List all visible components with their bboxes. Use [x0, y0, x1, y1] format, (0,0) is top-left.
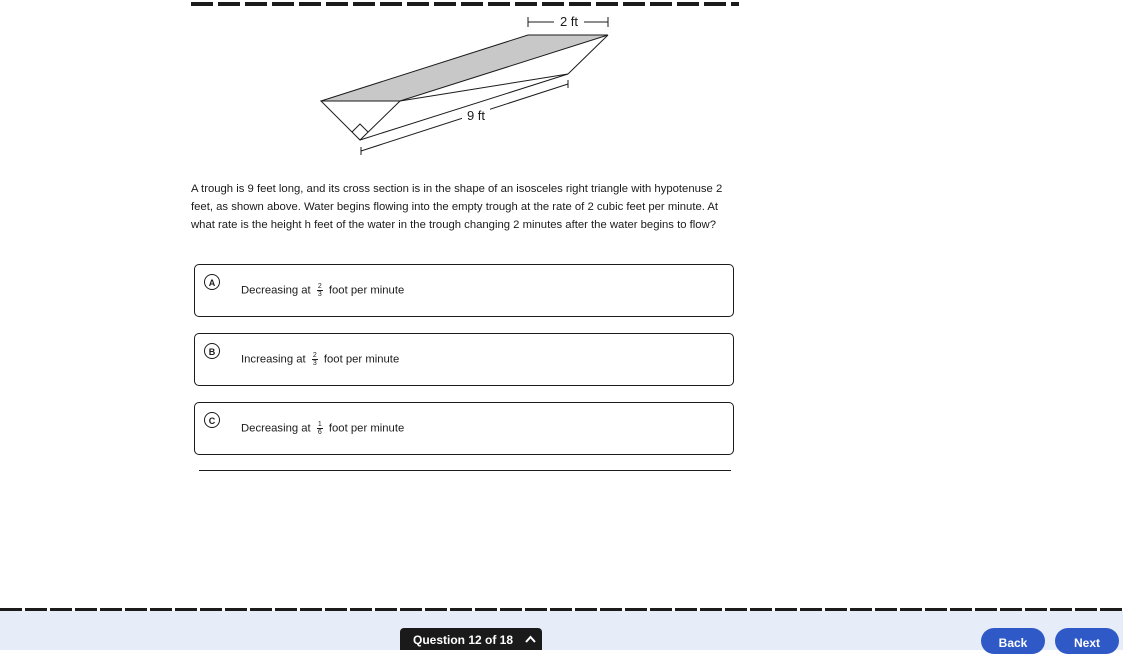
- answer-option-a[interactable]: [194, 264, 734, 317]
- trough-end-face: [321, 101, 400, 140]
- fraction-denominator: 3: [312, 360, 317, 367]
- option-suffix: foot per minute: [328, 284, 405, 297]
- question-text: A trough is 9 feet long, and its cross section is in the shape of an isosceles right triangle with hypotenuse 2 feet, as shown above. Water begins flowing into the empty trough at the rate of 2 cubic feet per minute. At what rate is the height h feet of the water in the trough changing 2 minutes after the water begins to flow?: [191, 183, 723, 231]
- length-label: 9 ft: [466, 108, 486, 123]
- footer-bar: [0, 611, 1123, 650]
- fraction-numerator: 2: [317, 283, 322, 290]
- option-text: [241, 283, 404, 298]
- fraction: [317, 283, 323, 298]
- option-suffix: foot per minute: [328, 422, 405, 435]
- fraction-denominator: 3: [317, 291, 322, 298]
- option-suffix: foot per minute: [323, 353, 400, 366]
- option-prefix: Decreasing at: [241, 284, 311, 297]
- answer-option-c[interactable]: [194, 402, 734, 455]
- option-letter-badge: B: [204, 343, 220, 359]
- top-divider: [191, 2, 739, 6]
- option-prefix: Increasing at: [241, 353, 306, 366]
- chevron-up-icon: [525, 635, 536, 643]
- option-text: [241, 421, 404, 436]
- trough-figure: [300, 10, 630, 160]
- option-letter-badge: C: [204, 412, 220, 428]
- fraction-numerator: 2: [312, 352, 317, 359]
- fraction-numerator: 1: [317, 421, 322, 428]
- fraction: [312, 352, 318, 367]
- question-counter: Question 12 of 18: [413, 633, 514, 647]
- option-letter-badge: A: [204, 274, 220, 290]
- back-button[interactable]: Back: [981, 628, 1045, 654]
- question-navigator-button[interactable]: [400, 628, 542, 650]
- answer-option-b[interactable]: [194, 333, 734, 386]
- width-label: 2 ft: [559, 14, 579, 29]
- option-prefix: Decreasing at: [241, 422, 311, 435]
- content-divider: [199, 470, 731, 471]
- option-text: [241, 352, 399, 367]
- next-button[interactable]: Next: [1055, 628, 1119, 654]
- fraction-denominator: 6: [317, 429, 322, 436]
- fraction: [317, 421, 323, 436]
